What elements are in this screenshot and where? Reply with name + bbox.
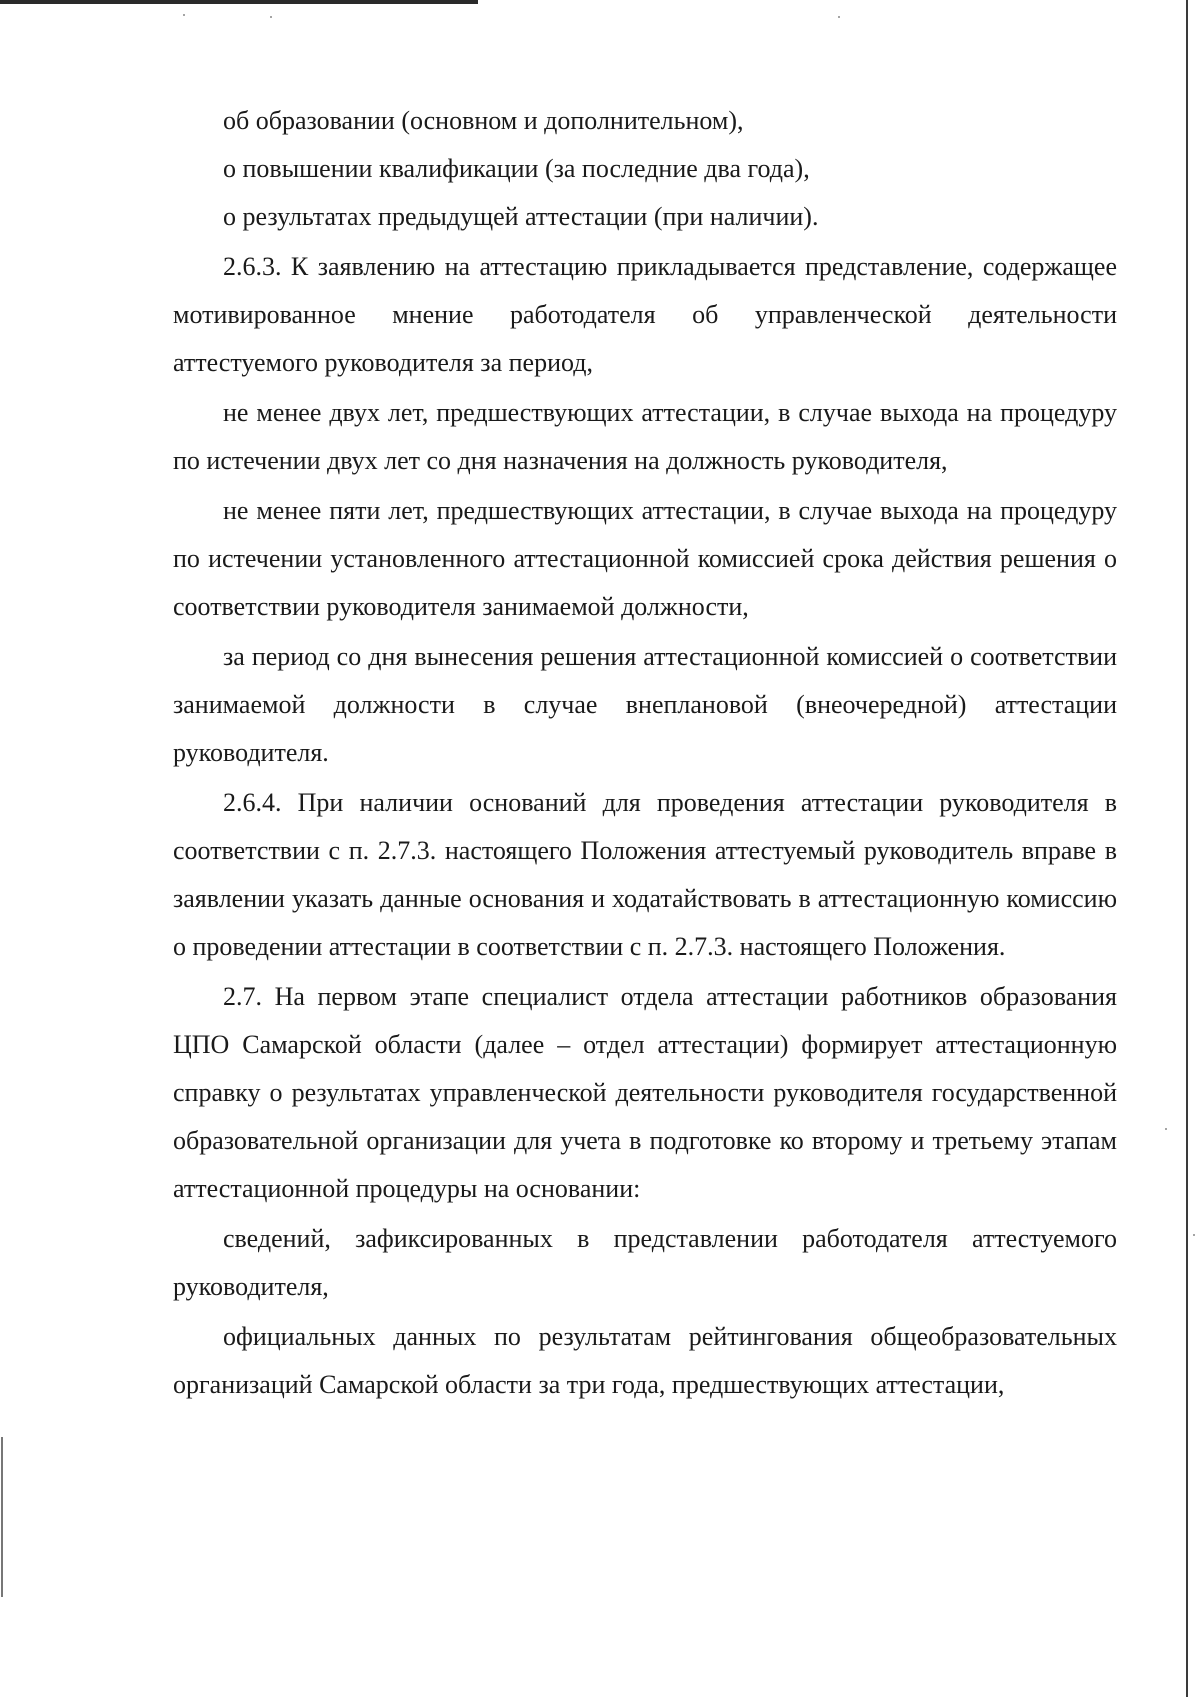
scan-right-edge [1186,0,1188,1697]
paragraph-rating-data: официальных данных по результатам рейтингования общеобразовательных организаций Самарской области за три года, предшествующих аттестации, [173,1322,1117,1399]
scan-speck [1165,1128,1167,1130]
scan-left-mark [1,1437,3,1597]
paragraph-previous-attestation: о результатах предыдущей аттестации (при наличии). [223,202,819,231]
paragraph-2-7: 2.7. На первом этапе специалист отдела аттестации работников образования ЦПО Самарской области (далее – отдел аттестации) формирует аттестационную справку о результатах управленческой деятельности руководителя государственной образовательной организации для учета в подготовке ко второму и третьему этапам аттестационной процедуры на основании: [173,982,1117,1203]
scan-speck [270,16,272,18]
paragraph-2-6-4: 2.6.4. При наличии оснований для проведения аттестации руководителя в соответствии с п. 2.7.3. настоящего Положения аттестуемый руководитель вправе в заявлении указать данные основания и ходатайствовать в аттестационную комиссию о проведении аттестации в соответствии с п. 2.7.3. настоящего Положения. [173,788,1117,961]
scan-speck [1193,1234,1195,1236]
scan-top-border [0,0,478,4]
paragraph-two-years: не менее двух лет, предшествующих аттестации, в случае выхода на процедуру по истечении двух лет со дня назначения на должность руководителя, [173,398,1117,475]
document-page [173,97,1117,1409]
scan-speck [183,14,185,16]
paragraph-education: об образовании (основном и дополнительном), [223,106,744,135]
paragraph-qualification: о повышении квалификации (за последние два года), [223,154,810,183]
paragraph-2-6-3: 2.6.3. К заявлению на аттестацию прикладывается представление, содержащее мотивированное мнение работодателя об управленческой деятельности аттестуемого руководителя за период, [173,252,1117,377]
paragraph-employer-info: сведений, зафиксированных в представлении работодателя аттестуемого руководителя, [173,1224,1117,1301]
paragraph-unscheduled: за период со дня вынесения решения аттестационной комиссией о соответствии занимаемой должности в случае внеплановой (внеочередной) аттестации руководителя. [173,642,1117,767]
scan-speck [838,16,840,18]
paragraph-five-years: не менее пяти лет, предшествующих аттестации, в случае выхода на процедуру по истечении установленного аттестационной комиссией срока действия решения о соответствии руководителя занимаемой должности, [173,496,1117,621]
